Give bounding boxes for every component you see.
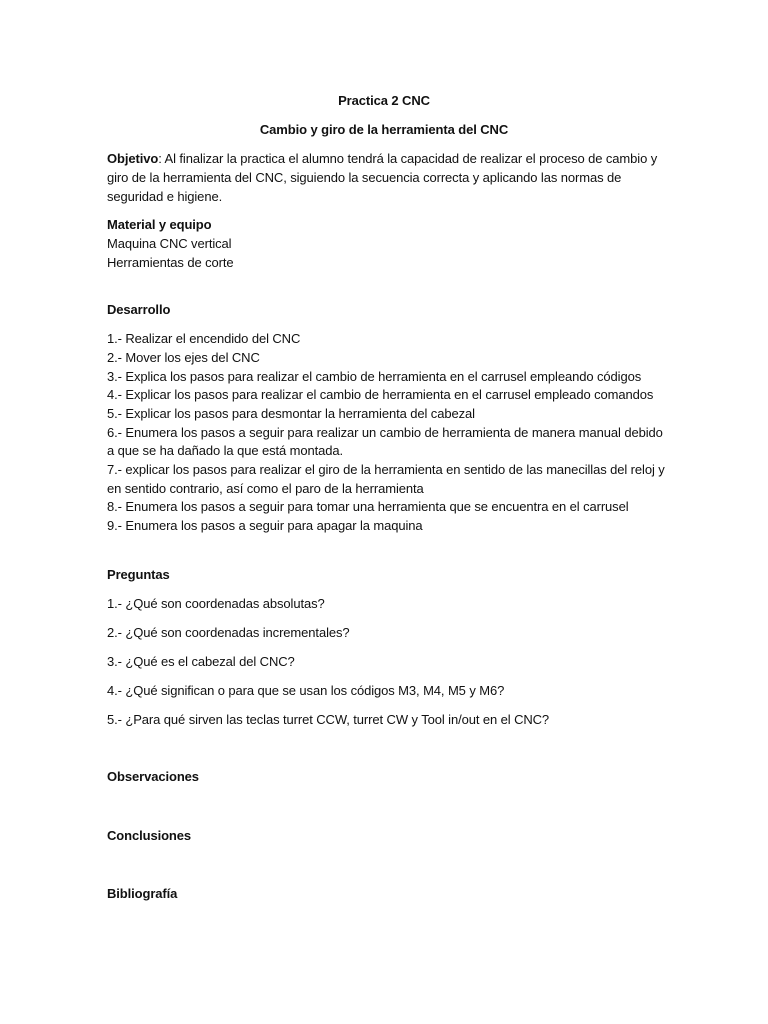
material-item: Herramientas de corte xyxy=(107,255,234,270)
desarrollo-line: en sentido contrario, así como el paro de la herramienta xyxy=(107,481,424,496)
pregunta-item: 2.- ¿Qué son coordenadas incrementales? xyxy=(107,625,350,640)
conclusiones-heading: Conclusiones xyxy=(107,828,192,843)
desarrollo-line: 3.- Explica los pasos para realizar el cambio de herramienta en el carrusel empleando códigos xyxy=(107,369,642,384)
objetivo-line-1 xyxy=(107,149,657,168)
pregunta-item: 3.- ¿Qué es el cabezal del CNC? xyxy=(107,654,295,669)
pregunta-item: 1.- ¿Qué son coordenadas absolutas? xyxy=(107,596,325,611)
document-subtitle: Cambio y giro de la herramienta del CNC xyxy=(259,122,509,137)
objetivo-line-2: giro de la herramienta del CNC, siguiendo la secuencia correcta y aplicando las normas de xyxy=(107,170,622,185)
observaciones-heading: Observaciones xyxy=(107,769,199,784)
objetivo-label: Objetivo xyxy=(107,151,159,166)
pregunta-item: 4.- ¿Qué significan o para que se usan los códigos M3, M4, M5 y M6? xyxy=(107,683,505,698)
pregunta-item: 5.- ¿Para qué sirven las teclas turret CCW, turret CW y Tool in/out en el CNC? xyxy=(107,712,550,727)
objetivo-text-1: : Al finalizar la practica el alumno tendrá la capacidad de realizar el proceso de cambio y xyxy=(158,151,658,166)
bibliografia-heading: Bibliografía xyxy=(107,886,178,901)
desarrollo-heading: Desarrollo xyxy=(107,302,171,317)
document-title: Practica 2 CNC xyxy=(338,93,430,108)
material-item: Maquina CNC vertical xyxy=(107,236,232,251)
preguntas-heading: Preguntas xyxy=(107,567,170,582)
objetivo-line-3: seguridad e higiene. xyxy=(107,189,223,204)
desarrollo-line: 8.- Enumera los pasos a seguir para tomar una herramienta que se encuentra en el carrusel xyxy=(107,499,629,514)
desarrollo-line: 5.- Explicar los pasos para desmontar la herramienta del cabezal xyxy=(107,406,475,421)
desarrollo-line: 6.- Enumera los pasos a seguir para realizar un cambio de herramienta de manera manual debido xyxy=(107,425,663,440)
desarrollo-line: 7.- explicar los pasos para realizar el giro de la herramienta en sentido de las manecillas del reloj y xyxy=(107,462,665,477)
desarrollo-line: 1.- Realizar el encendido del CNC xyxy=(107,331,301,346)
desarrollo-line: a que se ha dañado la que está montada. xyxy=(107,443,344,458)
material-heading: Material y equipo xyxy=(107,217,212,232)
desarrollo-line: 4.- Explicar los pasos para realizar el cambio de herramienta en el carrusel empleado comandos xyxy=(107,387,654,402)
desarrollo-line: 9.- Enumera los pasos a seguir para apagar la maquina xyxy=(107,518,423,533)
desarrollo-line: 2.- Mover los ejes del CNC xyxy=(107,350,260,365)
